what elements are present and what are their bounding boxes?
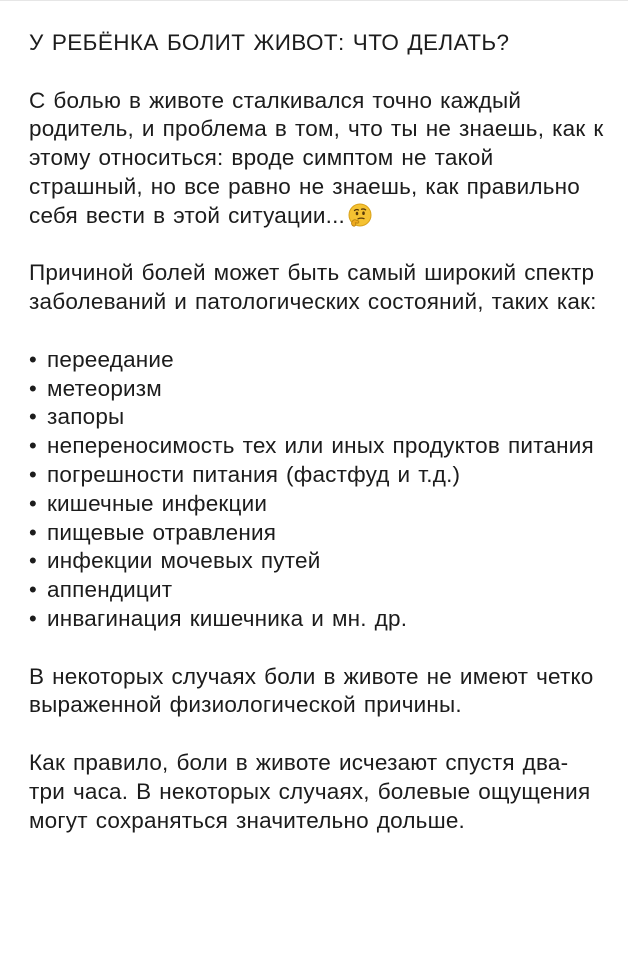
list-item: [29, 461, 604, 490]
list-item-text: пищевые отравления: [47, 519, 277, 545]
list-item: [29, 375, 604, 404]
bullet-marker: •: [29, 605, 37, 631]
article-title: У РЕБЁНКА БОЛИТ ЖИВОТ: ЧТО ДЕЛАТЬ?: [29, 30, 510, 55]
list-item: [29, 403, 604, 432]
list-item-text: запоры: [47, 404, 125, 430]
bullet-marker: •: [29, 375, 37, 401]
bullet-marker: •: [29, 433, 37, 459]
list-item-text: метеоризм: [47, 375, 162, 401]
list-item: [29, 346, 604, 375]
intro-paragraph: [29, 87, 604, 231]
list-item-text: непереносимость тех или иных продуктов питания: [47, 433, 594, 459]
bullet-marker: •: [29, 404, 37, 430]
list-item-text: переедание: [47, 346, 174, 372]
list-item: [29, 576, 604, 605]
list-item-text: инвагинация кишечника и мн. др.: [47, 605, 408, 631]
thinking-face-icon: [346, 202, 374, 228]
top-divider: [0, 0, 628, 1]
article-body: [29, 29, 604, 943]
list-item: [29, 432, 604, 461]
list-item: [29, 519, 604, 548]
bottom-cutoff: [0, 940, 628, 960]
list-item-text: инфекции мочевых путей: [47, 548, 321, 574]
intro-text: С болью в животе сталкивался точно каждый родитель, и проблема в том, что ты не знаешь, как к этому относиться: вроде симптом не такой страшный, но все равно не знаешь, как правильно себя вести в этой ситуации...: [29, 87, 604, 228]
causes-list: [29, 346, 604, 634]
bullet-marker: •: [29, 461, 37, 487]
causes-intro: Причиной болей может быть самый широкий спектр заболеваний и патологических состояний, таких как:: [29, 260, 597, 315]
list-item-text: аппендицит: [47, 577, 173, 603]
no-cause-paragraph: В некоторых случаях боли в животе не имеют четко выраженной физиологической причины.: [29, 663, 594, 718]
list-item-text: кишечные инфекции: [47, 490, 268, 516]
bullet-marker: •: [29, 519, 37, 545]
list-item: [29, 490, 604, 519]
list-item-text: погрешности питания (фастфуд и т.д.): [47, 461, 461, 487]
list-item: [29, 605, 604, 634]
bullet-marker: •: [29, 346, 37, 372]
list-item: [29, 547, 604, 576]
bullet-marker: •: [29, 577, 37, 603]
duration-paragraph: Как правило, боли в животе исчезают спустя два-три часа. В некоторых случаях, болевые ощущения могут сохраняться значительно дольше.: [29, 749, 591, 833]
bullet-marker: •: [29, 490, 37, 516]
bullet-marker: •: [29, 548, 37, 574]
